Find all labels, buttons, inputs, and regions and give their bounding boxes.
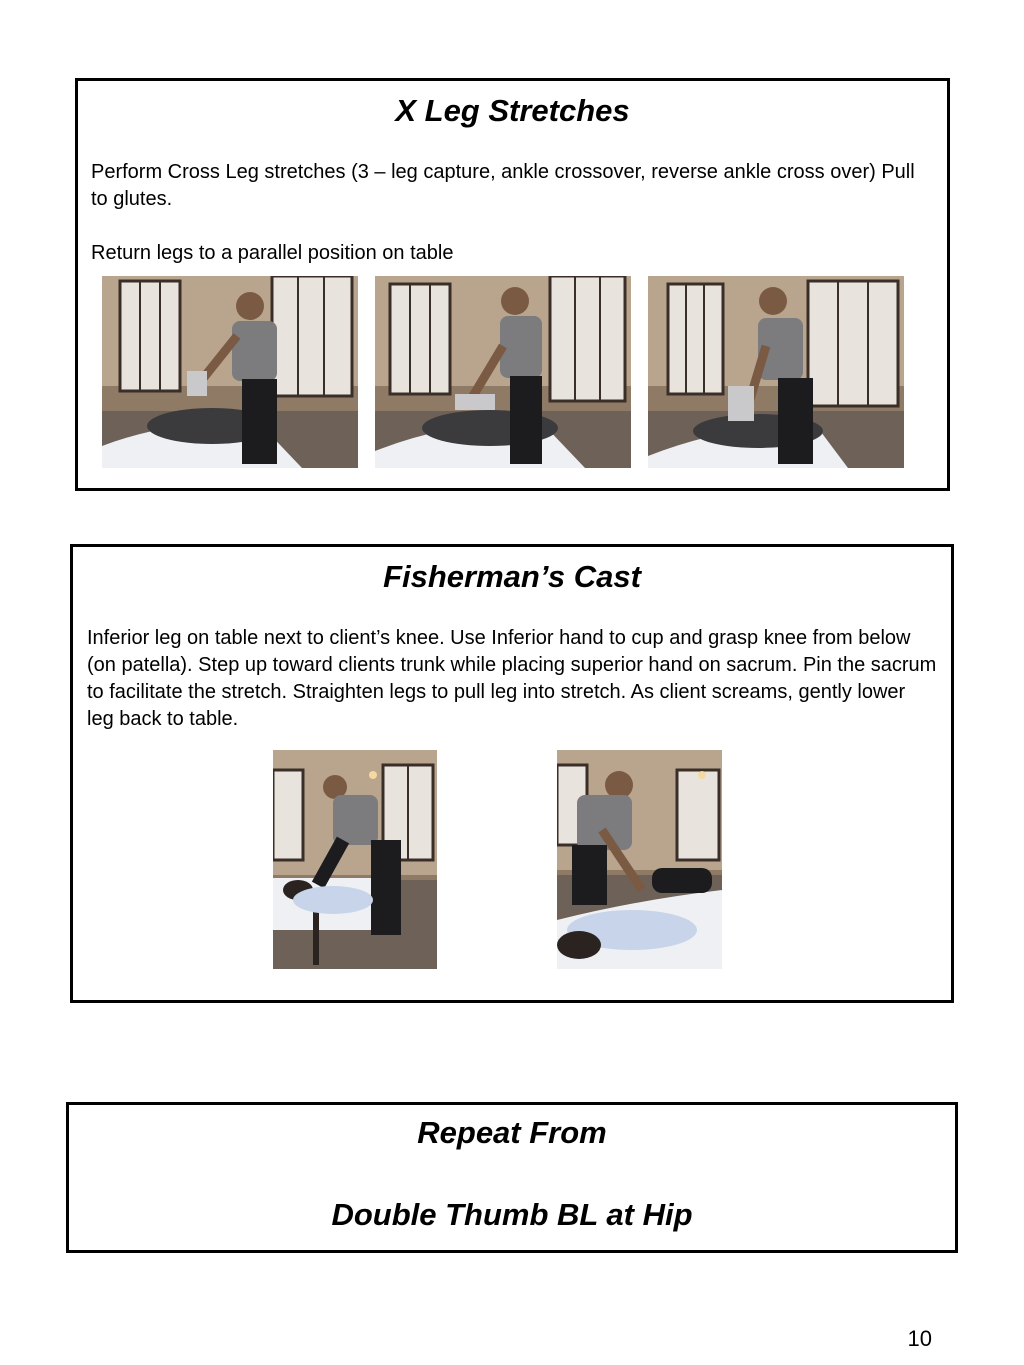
section-title: Fisherman’s Cast xyxy=(383,559,641,594)
fishermans-cast-step-2-photo xyxy=(557,750,722,969)
section-instructions: Perform Cross Leg stretches (3 – leg capture, ankle crossover, reverse ankle cross over) Pull to glutes. xyxy=(91,161,915,210)
section-title: Repeat From xyxy=(417,1115,607,1150)
ankle-crossover-photo xyxy=(375,276,631,468)
page-number: 10 xyxy=(907,1326,932,1351)
x-leg-stretches-section xyxy=(75,78,950,491)
section-instructions-2: Return legs to a parallel position on table xyxy=(91,242,454,264)
fishermans-cast-step-1-photo xyxy=(273,750,437,969)
section-subtitle: Double Thumb BL at Hip xyxy=(331,1197,693,1232)
leg-capture-photo xyxy=(102,276,358,468)
repeat-from-section xyxy=(66,1102,958,1253)
reverse-ankle-crossover-photo xyxy=(648,276,904,468)
fishermans-cast-section xyxy=(70,544,954,1003)
section-title: X Leg Stretches xyxy=(395,93,630,128)
section-instructions: Inferior leg on table next to client’s knee. Use Inferior hand to cup and grasp knee from below (on patella). Step up toward clients trunk while placing superior hand on sacrum. Pin the sacrum to facilitate the stretch. Straighten legs to pull leg into stretch. As client screams, gently lower leg back to table. xyxy=(87,627,937,730)
